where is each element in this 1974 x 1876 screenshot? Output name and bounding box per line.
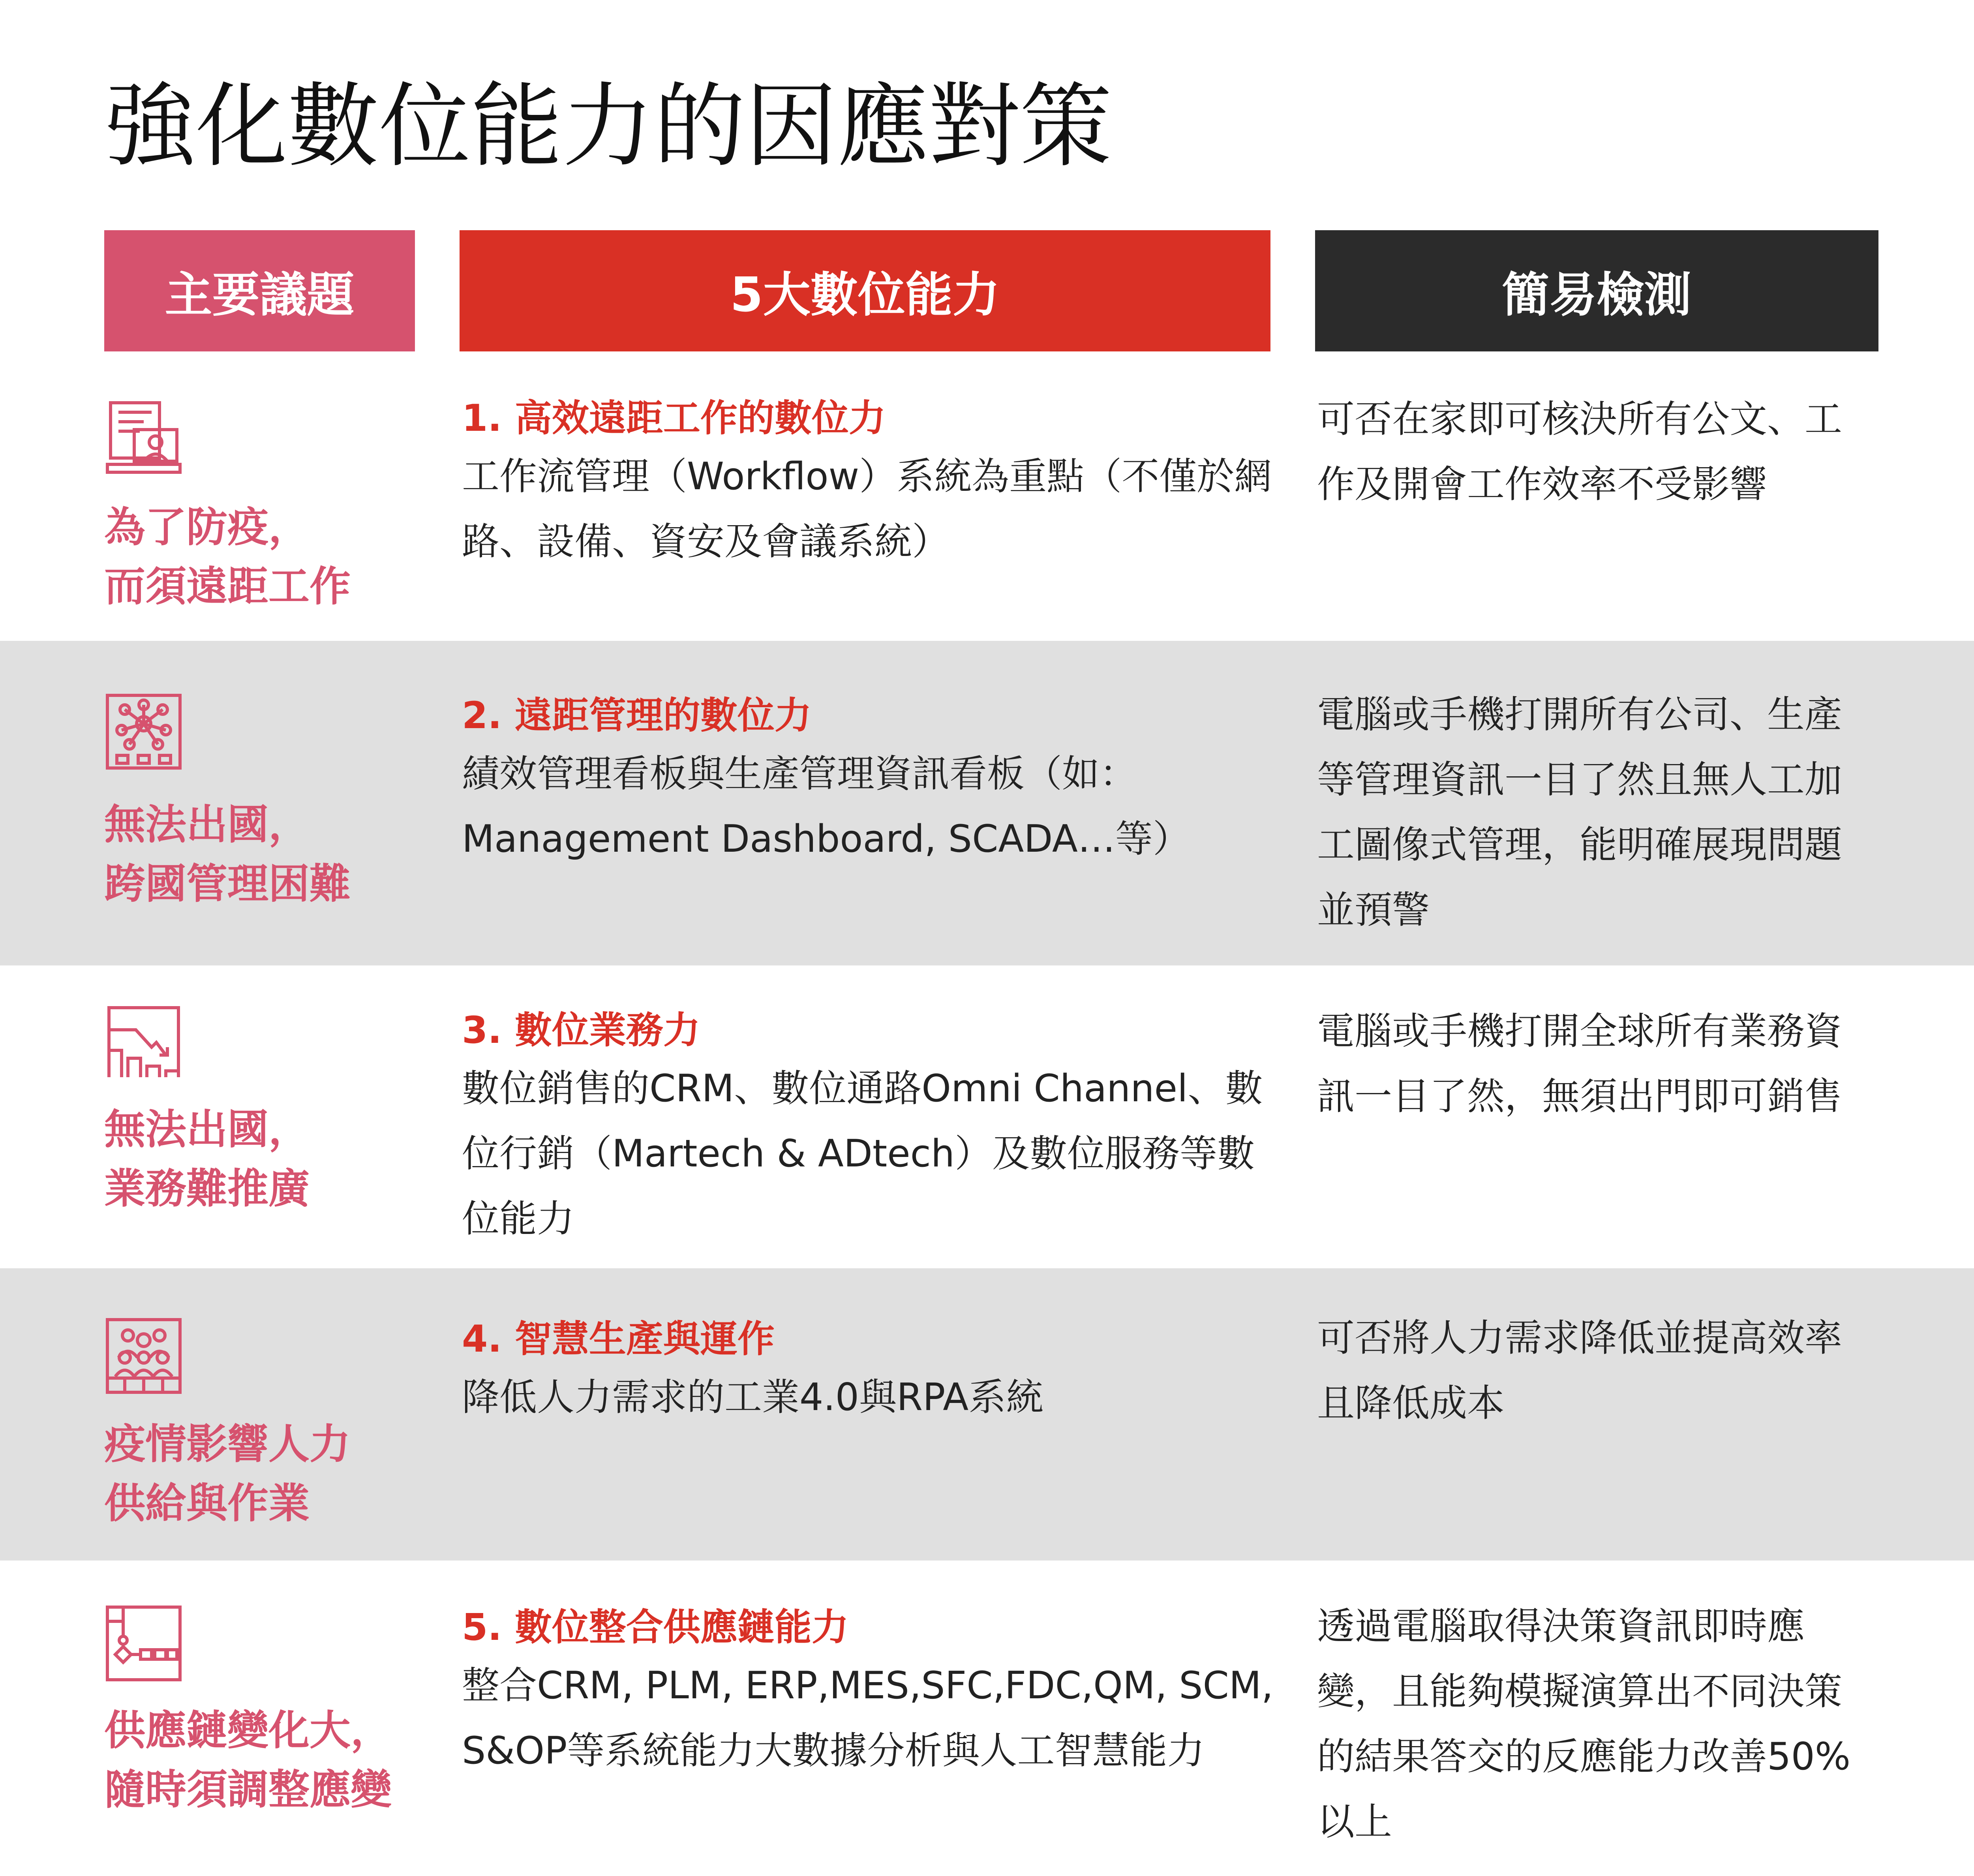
header-skills: 5大數位能力 [460, 230, 1270, 351]
page-title: 強化數位能力的因應對策 [104, 73, 1112, 180]
topic-label: 供應鏈變化大， 隨時須調整應變 [104, 1706, 392, 1814]
skill-description: 工作流管理（Workflow）系統為重點（不僅於網路、設備、資安及會議系統） [462, 455, 1272, 563]
check-description: 可否在家即可核決所有公文、工作及開會工作效率不受影響 [1317, 398, 1843, 506]
skill-description: 降低人力需求的工業4.0與RPA系統 [462, 1376, 1044, 1419]
check-description: 電腦或手機打開所有公司、生產等管理資訊一目了然且無人工加工圖像式管理，能明確展現問題並預警 [1317, 693, 1843, 932]
topic-label: 無法出國， 業務難推廣 [104, 1105, 310, 1213]
topic-label: 無法出國， 跨國管理困難 [104, 800, 351, 908]
skill-description: 績效管理看板與生產管理資訊看板（如：Management Dashboard, SCADA…等） [462, 752, 1190, 861]
skill-title: 4. 智慧生產與運作 [462, 1318, 775, 1361]
workforce-people-icon [104, 1316, 183, 1395]
network-management-icon [104, 692, 183, 771]
document-computer-icon [104, 398, 183, 477]
header-topic: 主要議題 [104, 230, 415, 351]
skill-title: 5. 數位整合供應鏈能力 [462, 1606, 849, 1649]
table-row [0, 641, 1974, 965]
skill-description: 整合CRM, PLM, ERP,MES,SFC,FDC,QM, SCM, S&OP等系統能力大數據分析與人工智慧能力 [462, 1664, 1274, 1773]
declining-sales-icon [104, 1003, 183, 1082]
check-description: 透過電腦取得決策資訊即時應變，且能夠模擬演算出不同決策的結果答交的反應能力改善50%以上 [1317, 1605, 1851, 1844]
topic-label: 疫情影響人力 供給與作業 [104, 1420, 351, 1527]
header-check: 簡易檢測 [1315, 230, 1878, 351]
check-description: 可否將人力需求降低並提高效率且降低成本 [1317, 1316, 1843, 1425]
skill-description: 數位銷售的CRM、數位通路Omni Channel、數位行銷（Martech & ADtech）及數位服務等數位能力 [462, 1067, 1263, 1241]
skill-title: 1. 高效遠距工作的數位力 [462, 397, 886, 440]
topic-label: 為了防疫， 而須遠距工作 [104, 503, 351, 610]
check-description: 電腦或手機打開全球所有業務資訊一目了然，無須出門即可銷售 [1317, 1010, 1843, 1118]
table-row [0, 351, 1974, 641]
skill-title: 3. 數位業務力 [462, 1009, 700, 1052]
table-row [0, 1268, 1974, 1561]
table-row [0, 965, 1974, 1268]
supply-chain-flow-icon [104, 1604, 183, 1683]
skill-title: 2. 遠距管理的數位力 [462, 694, 812, 737]
table-row [0, 1561, 1974, 1876]
